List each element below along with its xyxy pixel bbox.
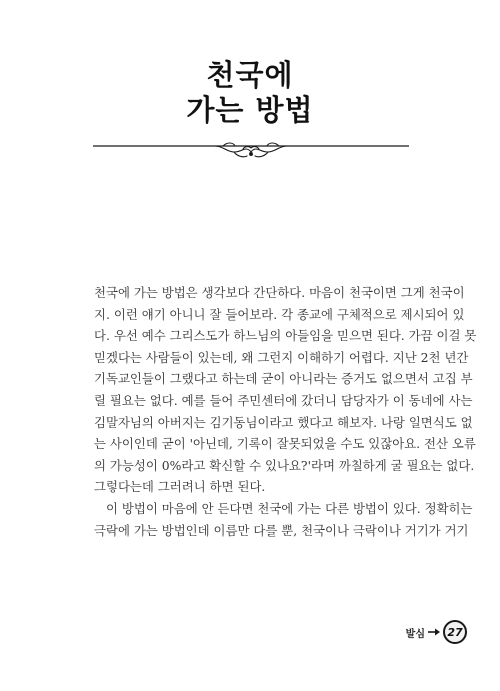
body-line: 릴 필요는 없다. 예를 들어 주민센터에 갔더니 담당자가 이 동네에 사는 (94, 392, 473, 408)
page-number: 27 (447, 625, 463, 639)
chapter-title-line-1: 천국에 (206, 58, 294, 92)
body-line: 믿겠다는 사람들이 있는데, 왜 그런지 이해하기 어렵다. 지난 2천 년간 (94, 349, 469, 365)
page-footer (406, 621, 467, 643)
ornamental-divider (93, 137, 409, 163)
body-line: 그렇다는데 그러려니 하면 된다. (94, 479, 266, 495)
body-line: 극락에 가는 방법인데 이름만 다를 뿐, 천국이나 극락이나 거기가 거기 (94, 522, 469, 538)
body-line: 다. 우선 예수 그리스도가 하느님의 아들임을 믿으면 된다. 가끔 이걸 못 (94, 328, 477, 344)
body-line: 천국에 가는 방법은 생각보다 간단하다. 마음이 천국이면 그게 천국이 (94, 285, 465, 300)
section-label: 발심 (405, 628, 425, 640)
body-line: 지. 이런 얘기 아니니 잘 들어보라. 각 종교에 구체적으로 제시되어 있 (94, 306, 465, 322)
chapter-title-line-2: 가는 방법 (186, 93, 314, 127)
body-line: 김말자님의 아버지는 김기동님이라고 했다고 해보자. 나랑 일면식도 없 (94, 414, 473, 430)
body-line: 의 가능성이 0%라고 확신할 수 있나요?'라며 까칠하게 굴 필요는 없다. (94, 457, 475, 473)
page-number-badge (443, 620, 467, 644)
body-text (94, 282, 477, 541)
body-line: 기독교인들이 그랬다고 하는데 굳이 아니라는 증거도 없으면서 고집 부 (94, 371, 473, 387)
arrow-right-icon (428, 627, 440, 637)
body-line: 이 방법이 마음에 안 든다면 천국에 가는 다른 방법이 있다. 정확히는 (106, 500, 473, 516)
body-line: 는 사이인데 굳이 '아닌데, 기록이 잘못되었을 수도 있잖아요. 전산 오류 (94, 436, 476, 452)
